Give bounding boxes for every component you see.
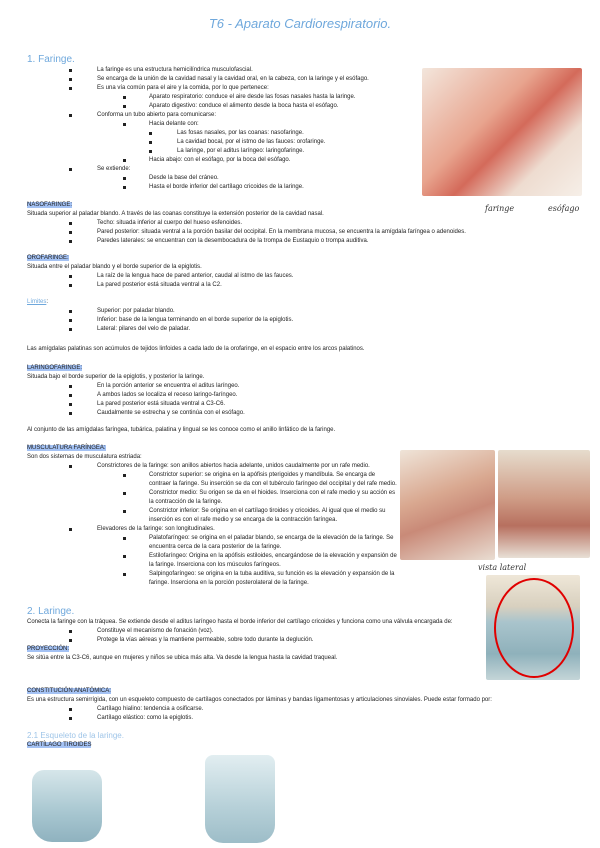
paragraph: Se sitúa entre la C3-C6, aunque en mujeres y niños se ubica más alta. Va desde la lengua hasta la cavidad traqueal. (27, 655, 338, 661)
section-limites: Límites: Superior: por paladar blando. Inferior: base de la lengua terminando en el borde superior de la epiglotis. Lateral: pilares del velo de paladar. (27, 298, 587, 334)
list-item: Aparato respiratorio: conduce el aire desde las fosas nasales hasta la laringe. (27, 93, 407, 102)
limites-link[interactable]: Límites (27, 299, 47, 305)
list-item: Constrictor inferior: Se origina en el cartílago tiroides y cricoides. Al igual que el medio su inserción es con el rafe medio y se encarga de la contracción faríngea. (27, 507, 397, 525)
section-faringe (27, 54, 407, 192)
paragraph: Situada entre el paladar blando y el borde superior de la epiglotis. (27, 264, 202, 270)
list-item: Aparato digestivo: conduce el alimento desde la boca hasta el esófago. (27, 102, 407, 111)
list-item: Constrictores de la faringe: son anillos abiertos hacia adelante, unidos caudalmente por un rafe medio. (27, 462, 397, 471)
list-item: Hacia abajo: con el esófago, por la boca del esófago. (27, 156, 407, 165)
heading-esqueleto: 2.1 Esqueleto de la laringe. (27, 731, 124, 740)
section-nasofaringe (27, 201, 587, 246)
section-laringofaringe (27, 364, 407, 418)
list-item: Constrictor superior: se origina en la apófisis pterigoides y mandíbula. Se encarga de contraer la faringe. Su inserción se da con el tubérculo faríngeo del occipital y del rafe medio. (27, 471, 397, 489)
heading-orofaringe: OROFARINGE: (27, 255, 69, 261)
list-item: Caudalmente se estrecha y se continúa con el esófago. (27, 409, 407, 418)
list-item: A ambos lados se localiza el receso laringo-faríngeo. (27, 391, 407, 400)
pharynx-sagittal-illustration (422, 68, 582, 196)
heading-constitucion: CONSTITUCIÓN ANATÓMICA: (27, 688, 111, 694)
handwritten-label-faringe: faringe (485, 204, 515, 213)
handwritten-label-esofago: esófago (548, 204, 580, 213)
section-constitucion (27, 687, 587, 723)
list-item: Es una vía común para el aire y la comida, por lo que pertenece: (27, 84, 407, 93)
thyroid-cartilage-anterior-illustration (205, 755, 275, 843)
list-item: Hacia delante con: (27, 120, 407, 129)
paragraph: Es una estructura semirrígida, con un esqueleto compuesto de cartílagos conectados por láminas y bandas ligamentosas y articulaciones sinoviales. Puede estar formado por: (27, 697, 492, 703)
list-item: La laringe, por el aditus laríngeo: laringofaringe. (27, 147, 407, 156)
paragraph: Conecta la faringe con la tráquea. Se extiende desde el aditus laríngeo hasta el borde inferior del cartílago cricoides y funciona como una válvula encargada de: (27, 619, 453, 625)
thyroid-cartilage-lateral-illustration (32, 770, 102, 842)
list-item: Palatofaríngeo: se origina en el paladar blando, se encarga de la elevación de la faringe. Se encuentra cerca de la cara posterior de la faringe. (27, 534, 397, 552)
list-item: Desde la base del cráneo. (27, 174, 407, 183)
heading-cartilago-tiroides: CARTÍLAGO TIROIDES (27, 742, 92, 748)
list-item: La cavidad bocal, por el istmo de las fauces: orofaringe. (27, 138, 407, 147)
list-item: Salpingofaríngeo: se origina en la tuba auditiva, su función es la elevación y expansión de la faringe. Inserciona en la porción posterolateral de la faringe. (27, 570, 397, 588)
list-item: Estilofaríngeo: Origina en la apófisis estiloides, encargándose de la elevación y expansión de la faringe. Inserciona con los músculos faríngeos. (27, 552, 397, 570)
list-item: Protege la vías aéreas y la mantiene permeable, sobre todo durante la deglución. (27, 636, 467, 645)
heading-faringe: 1. Faringe. (27, 54, 75, 65)
pharyngeal-muscles-posterior-illustration (498, 450, 590, 558)
paragraph: Situada bajo el borde superior de la epiglotis, y posterior la laringe. (27, 374, 205, 380)
list-item: Inferior: base de la lengua terminando en el borde superior de la epiglotis. (27, 316, 587, 325)
heading-musculatura: MUSCULATURA FARÍNGEA: (27, 445, 106, 451)
list-item: En la porción anterior se encuentra el aditus laríngeo. (27, 382, 407, 391)
section-esqueleto (27, 731, 327, 750)
list-item: Constrictor medio: Su origen se da en el hioides. Inserciona con el rafe medio y su acción es la contracción de la faringe. (27, 489, 397, 507)
list-item: Cartílago elástico: como la epiglotis. (27, 714, 587, 723)
list-item: Se extiende: (27, 165, 407, 174)
list-item: La pared posterior está situada ventral a C3-C6. (27, 400, 407, 409)
paragraph: Situada superior al paladar blando. A través de las coanas constituye la extensión posterior de la cavidad nasal. (27, 211, 324, 217)
list-item: Elevadores de la faringe: son longitudinales. (27, 525, 397, 534)
list-item: Paredes laterales: se encuentran con la desembocadura de la trompa de Eustaquio o trompa auditiva. (27, 237, 587, 246)
list-item: Constituye el mecanismo de fonación (voz). (27, 627, 467, 636)
section-laringe (27, 606, 467, 663)
pharyngeal-muscles-lateral-illustration (400, 450, 495, 560)
paragraph: Son dos sistemas de musculatura estriada: (27, 454, 142, 460)
list-item: Conforma un tubo abierto para comunicarse: (27, 111, 407, 120)
list-item: Las fosas nasales, por las coanas: nasofaringe. (27, 129, 407, 138)
section-orofaringe (27, 254, 587, 290)
heading-laringe: 2. Laringe. (27, 606, 75, 617)
list-item: Hasta el borde inferior del cartílago cricoides de la laringe. (27, 183, 407, 192)
document-title: T6 - Aparato Cardiorespiratorio. (208, 16, 392, 31)
heading-laringofaringe: LARINGOFARINGE: (27, 365, 83, 371)
list-item: La raíz de la lengua hace de pared anterior, caudal al istmo de las fauces. (27, 272, 587, 281)
amigdalas-paragraph: Las amígdalas palatinas son acúmulos de tejidos linfoides a cada lado de la orofaringe, en el espacio entre los arcos palatinos. (27, 346, 365, 352)
list-item: Techo: situada inferior al cuerpo del hueso esfenoides. (27, 219, 587, 228)
list-item: La faringe es una estructura hemicilíndrica musculofascial. (27, 66, 407, 75)
section-musculatura (27, 444, 397, 588)
list-item: Se encarga de la unión de la cavidad nasal y la cavidad oral, en la cabeza, con la laringe y el esófago. (27, 75, 407, 84)
heading-nasofaringe: NASOFARINGE: (27, 202, 73, 208)
list-item: Cartílago hialino: tendencia a osificarse. (27, 705, 587, 714)
handwritten-caption: vista lateral (478, 563, 527, 572)
anillo-paragraph: Al conjunto de las amígdalas faríngea, tubárica, palatina y lingual se les conoce como el anillo linfático de la faringe. (27, 427, 336, 433)
heading-proyeccion: PROYECCIÓN: (27, 646, 70, 652)
list-item: La pared posterior está situada ventral a la C2. (27, 281, 587, 290)
list-item: Superior: por paladar blando. (27, 307, 587, 316)
red-highlight-circle (494, 578, 574, 678)
list-item: Lateral: pilares del velo de paladar. (27, 325, 587, 334)
list-item: Pared posterior: situada ventral a la porción basilar del occipital. En la membrana mucosa, se encuentra la amígdala faríngea o adenoides. (27, 228, 587, 237)
